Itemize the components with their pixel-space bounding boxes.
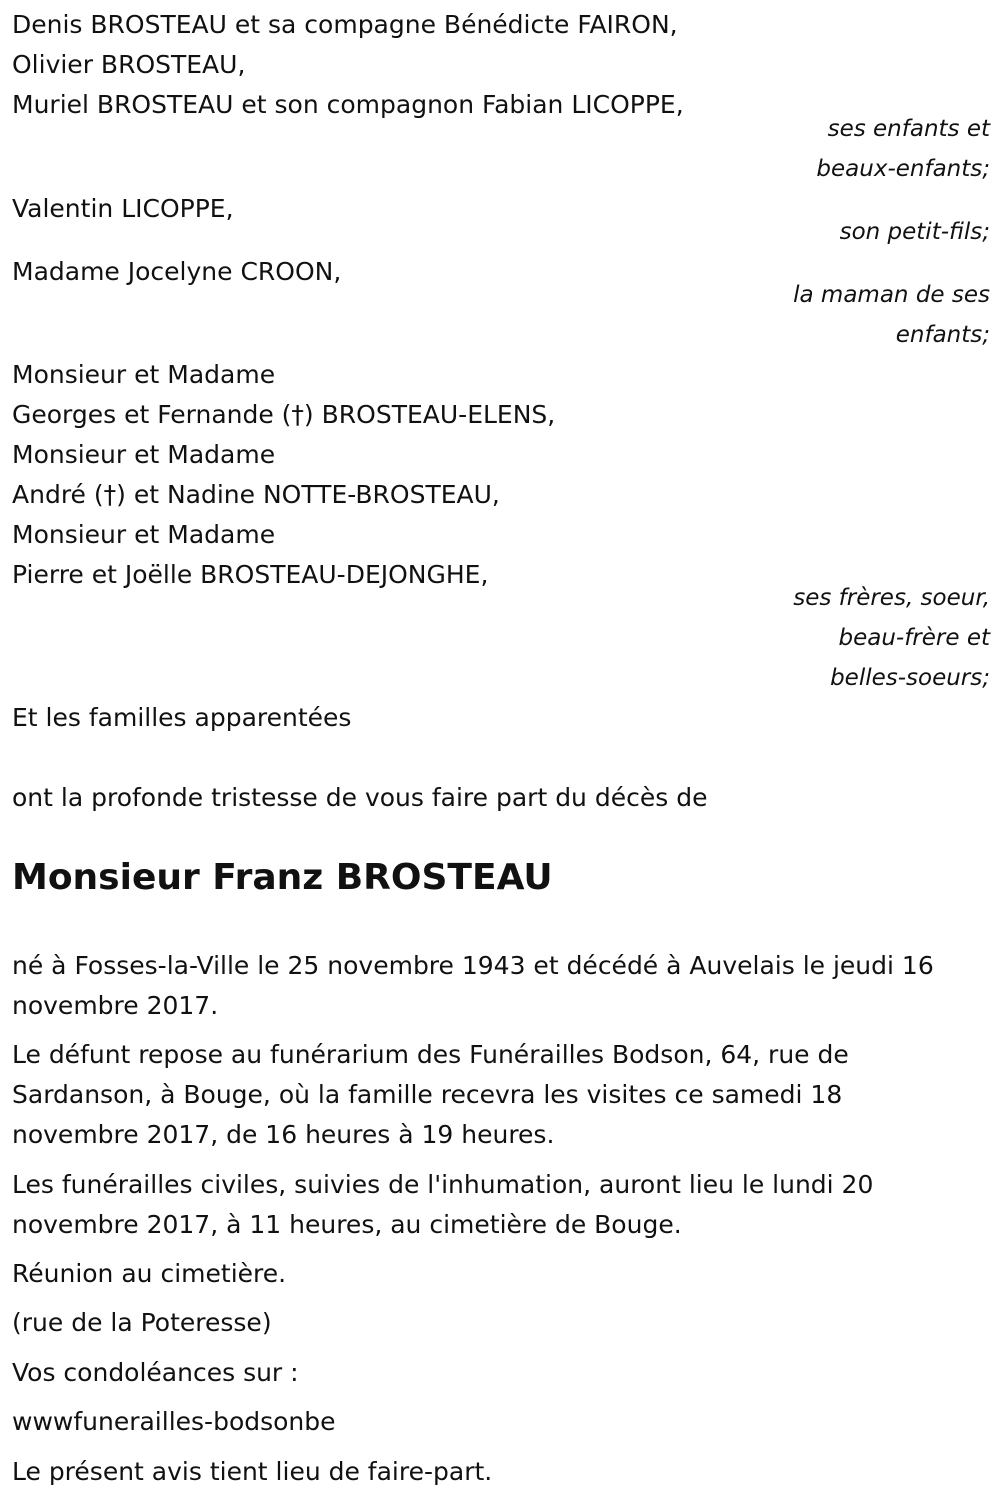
relation-label: beaux-enfants;: [816, 156, 990, 182]
body-line: Vos condoléances sur :: [12, 1358, 299, 1387]
family-line: Olivier BROSTEAU,: [12, 50, 246, 79]
body-line: Le présent avis tient lieu de faire-part.: [12, 1457, 493, 1486]
relation-label: ses frères, soeur,: [793, 585, 990, 611]
family-line: André (†) et Nadine NOTTE-BROSTEAU,: [12, 480, 500, 509]
family-line: Muriel BROSTEAU et son compagnon Fabian LICOPPE,: [12, 90, 684, 119]
families-text: Et les familles apparentées: [12, 703, 352, 732]
body-line: novembre 2017, de 16 heures à 19 heures.: [12, 1120, 555, 1149]
family-line: Madame Jocelyne CROON,: [12, 257, 342, 286]
body-line: Les funérailles civiles, suivies de l'inhumation, auront lieu le lundi 20: [12, 1170, 874, 1199]
relation-label: beau-frère et: [838, 625, 990, 651]
relation-label: enfants;: [895, 322, 990, 348]
body-line: novembre 2017, à 11 heures, au cimetière de Bouge.: [12, 1210, 682, 1239]
family-line: Pierre et Joëlle BROSTEAU-DEJONGHE,: [12, 560, 489, 589]
family-line: Monsieur et Madame: [12, 520, 276, 549]
relation-label: la maman de ses: [793, 282, 990, 308]
family-line: Georges et Fernande (†) BROSTEAU-ELENS,: [12, 400, 556, 429]
relation-label: ses enfants et: [827, 116, 990, 142]
relation-label: son petit-fils;: [839, 219, 990, 245]
body-line: Le défunt repose au funérarium des Funérailles Bodson, 64, rue de: [12, 1040, 849, 1069]
body-line: né à Fosses-la-Ville le 25 novembre 1943 et décédé à Auvelais le jeudi 16: [12, 951, 934, 980]
website-text: wwwfunerailles-bodsonbe: [12, 1407, 336, 1436]
body-line: (rue de la Poteresse): [12, 1308, 272, 1337]
body-line: Sardanson, à Bouge, où la famille recevra les visites ce samedi 18: [12, 1080, 843, 1109]
announcement: ont la profonde tristesse de vous faire part du décès de: [12, 783, 708, 812]
body-line: novembre 2017.: [12, 991, 219, 1020]
relation-label: belles-soeurs;: [830, 665, 990, 691]
family-line: Monsieur et Madame: [12, 360, 276, 389]
family-line: Valentin LICOPPE,: [12, 194, 234, 223]
family-line: Monsieur et Madame: [12, 440, 276, 469]
family-line: Denis BROSTEAU et sa compagne Bénédicte FAIRON,: [12, 10, 678, 39]
deceased-name: Monsieur Franz BROSTEAU: [12, 857, 553, 898]
body-line: Réunion au cimetière.: [12, 1259, 287, 1288]
